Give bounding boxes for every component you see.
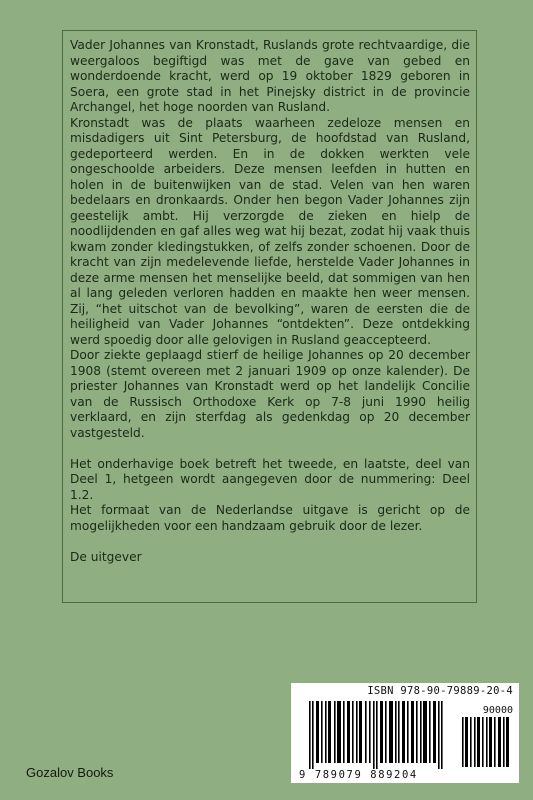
paragraph-kronstadt: Kronstadt was de plaats waarheen zedeloze mensen en misdadigers uit Sint Petersburg, de hoofdstad van Rusland, gedeporteerd werden. En in de dokken werkten vele ongeschoolde arbeiders. Deze mensen leefden in hutten en holen in de buitenwijken van de stad. Velen van hen waren bedelaars en dronkaards. Onder hen begon Vader Johannes zijn geestelijk ambt. Hij verzorgde de zieken en hielp de noodlijdenden en gaf alles weg wat hij bezat, zodat hij vaak thuis kwam zonder kledingstukken, of zelfs zonder schoenen. Door de kracht van zijn medelevende liefde, herstelde Vader Johannes in deze arme mensen het menselijke beeld, dat sommigen van hen al lang geleden verloren hadden en maakte hen weer mensen. Zij, “het uitschot van de bevolking”, waren de eersten die de heiligheid van Vader Johannes “ontdekten”. Deze ontdekking werd spoedig door alle gelovigen in Rusland geaccepteerd. [70,115,470,347]
paragraph-format: Het formaat van de Nederlandse uitgave is gericht op de mogelijkheden voor een handzaam gebruik door de lezer. [70,503,470,533]
paragraph-intro: Vader Johannes van Kronstadt, Ruslands grote rechtvaardige, die weergaloos begiftigd was met de gave van gebed en wonderdoende kracht, werd op 19 oktober 1829 geboren in Soera, een grote stad in het Pinejsky district in de provincie Archangel, het hoge noorden van Rusland. [70,38,470,114]
paragraph-death: Door ziekte geplaagd stierf de heilige Johannes op 20 december 1908 (stemt overeen met 2 januari 1909 op onze kalender). De priester Johannes van Kronstadt werd op het landelijk Concilie van de Russisch Orthodoxe Kerk op 7-8 juni 1990 heilig verklaard, en zijn sterfdag als gedenkdag op 20 december vastgesteld. [70,348,470,440]
ean-digits: 9 789079 889204 [299,769,418,781]
addon-barcode [461,717,511,767]
barcode-addon: 90000 [482,705,513,716]
barcode-box [291,683,519,783]
back-cover-text [70,38,470,565]
isbn-label: ISBN 978-90-79889-20-4 [367,685,513,697]
publisher-name: Gozalov Books [26,765,114,780]
signature: De uitgever [70,549,142,564]
ean-barcode [303,701,453,769]
paragraph-volume: Het onderhavige boek betreft het tweede, en laatste, deel van Deel 1, hetgeen wordt aangegeven door de nummering: Deel 1.2. [70,456,470,502]
